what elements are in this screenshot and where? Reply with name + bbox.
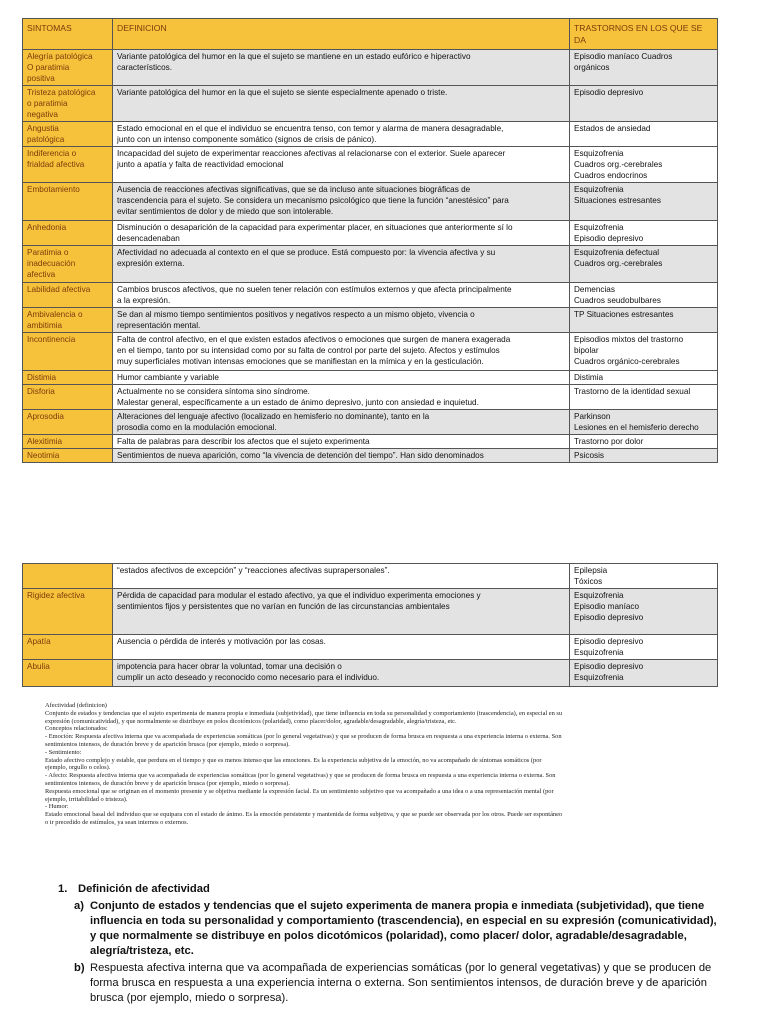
symptom-cell-line: Apatía (27, 637, 51, 646)
symptom-cell-line: ambitimia (27, 321, 63, 330)
disorders-cell (570, 371, 718, 385)
table-row (23, 283, 718, 308)
disorders-cell (570, 449, 718, 463)
definition-cell-line: Incapacidad del sujeto de experimentar reacciones afectivas al relacionarse con el exterior. Suele aparecer (117, 149, 506, 158)
definition-cell-line: Estado emocional en el que el individuo se encuentra tenso, con temor y alarma de manera desagradable, (117, 124, 504, 133)
disorders-cell-line: Episodio depresivo (574, 613, 644, 622)
table-row (23, 50, 718, 86)
symptoms-table-body (23, 19, 718, 463)
disorders-cell (570, 246, 718, 283)
definition-cell (113, 589, 570, 635)
definition-cell (113, 449, 570, 463)
disorders-cell-line: Parkinson (574, 412, 611, 421)
disorders-cell-line: Distimia (574, 373, 604, 382)
definition-cell (113, 660, 570, 687)
definition-cell (113, 435, 570, 449)
disorders-cell-line: Episodio depresivo (574, 88, 644, 97)
disorders-cell-line: Epilepsia (574, 566, 608, 575)
disorders-cell-line: orgánicos (574, 63, 610, 72)
definition-cell-line: expresión externa. (117, 259, 185, 268)
symptom-cell-line: Disforia (27, 387, 55, 396)
definition-cell-line: muy superficiales motivan intensas emociones que se manifiestan en la mímica y en la gesticulación. (117, 357, 484, 366)
symptom-cell-line: Alexitimia (27, 437, 63, 446)
disorders-cell-line: Episodio maníaco (574, 602, 640, 611)
disorders-cell-line: Cuadros org.-cerebrales (574, 160, 663, 169)
note-line: Respuesta emocional que se originan en el momento presente y se objetiva mediante la expresión facial. Es un sentimiento subjetivo que va acompañado a una idea o a una representación mental (por (45, 787, 554, 795)
definition-cell-line: Sentimientos de nueva aparición, como “la vivencia de detención del tiempo”. Han sido denominados (117, 451, 484, 460)
definition-cell-line: trascendencia para el sujeto. Se considera un mecanismo psicológico que tiene la función “anestésico” para (117, 196, 509, 205)
definition-cell-line: Alteraciones del lenguaje afectivo (localizado en hemisferio no dominante), tanto en la (117, 412, 430, 421)
table-row (23, 246, 718, 283)
disorders-cell-line: Episodio depresivo (574, 637, 644, 646)
disorders-cell-line: Esquizofrenia (574, 591, 624, 600)
definition-cell-line: Variante patológica del humor en la que el sujeto se siente especialmente apenado o triste. (117, 88, 448, 97)
small-notes (45, 702, 725, 827)
definition-cell-line: representación mental. (117, 321, 201, 330)
symptom-cell-line: afectiva (27, 270, 56, 279)
disorders-cell (570, 410, 718, 435)
section-number: 1. (58, 883, 68, 895)
disorders-cell-line: Cuadros endocrinos (574, 171, 648, 180)
disorders-cell-line: Esquizofrenia (574, 185, 624, 194)
symptom-cell-line: Rigidez afectiva (27, 591, 85, 600)
trastornos-header: TRASTORNOS EN LOS QUE SE DA (570, 19, 718, 50)
symptom-cell-line: Paratimia o (27, 248, 69, 257)
definition-cell-line: Afectividad no adecuada al contexto en el que se produce. Está compuesto por: la vivencia afectiva y su (117, 248, 496, 257)
definition-cell-line: Pérdida de capacidad para modular el estado afectivo, ya que el individuo experimenta emociones y (117, 591, 481, 600)
definition-cell (113, 564, 570, 589)
symptom-cell-line: Labilidad afectiva (27, 285, 91, 294)
note-line: sentimientos intensos, de duración breve y de aparición brusca (por ejemplo, miedo o sorpresa). (45, 740, 290, 748)
disorders-cell-line: Trastorno de la identidad sexual (574, 387, 691, 396)
table-row (23, 308, 718, 333)
disorders-cell-line: Episodios mixtos del trastorno (574, 335, 684, 344)
symptom-cell (23, 147, 113, 183)
definition-cell-line: junto a apatía y falta de reactividad emocional (117, 160, 284, 169)
symptom-cell-line: negativa (27, 110, 58, 119)
disorders-cell-line: Esquizofrenia (574, 648, 624, 657)
disorders-cell (570, 86, 718, 122)
definition-cell-line: sentimientos fijos y persistentes que no varían en función de las circunstancias ambientales (117, 602, 450, 611)
symptoms-table-continued-body (23, 564, 718, 687)
table-row (23, 449, 718, 463)
definition-cell-line: impotencia para hacer obrar la voluntad, tomar una decisión o (117, 662, 342, 671)
disorders-cell-line: Situaciones estresantes (574, 196, 661, 205)
definition-cell (113, 308, 570, 333)
disorders-cell-line: Psicosis (574, 451, 605, 460)
disorders-cell (570, 385, 718, 410)
item-label: b) (74, 962, 85, 974)
note-line: Estado emocional basal del individuo que se equipara con el estado de ánimo. Es la emoción persistente y mantenida de forma subjetiva, y que se puede ser observada por los otros. Puede ser espontáneo (45, 811, 563, 819)
note-line: - Sentimiento: (45, 748, 82, 756)
definition-cell-line: Falta de palabras para describir los afectos que el sujeto experimenta (117, 437, 370, 446)
table-row (23, 635, 718, 660)
disorders-cell (570, 564, 718, 589)
definition-cell-line: Disminución o desaparición de la capacidad para experimentar placer, en situaciones que anteriormente sí lo (117, 223, 513, 232)
definition-cell-line: Ausencia de reacciones afectivas significativas, que se da incluso ante situaciones biográficas de (117, 185, 471, 194)
disorders-cell-line: Episodio maníaco Cuadros (574, 52, 673, 61)
symptom-cell-line: inadecuación (27, 259, 76, 268)
disorders-cell-line: Esquizofrenia (574, 673, 624, 682)
disorders-cell-line: Cuadros org.-cerebrales (574, 259, 663, 268)
note-line: sentimientos intensos, de duración breve y de aparición brusca (por ejemplo, miedo o sorpresa). (45, 779, 290, 787)
symptom-cell (23, 333, 113, 371)
definicion-header: DEFINICION (113, 19, 570, 50)
symptom-cell (23, 86, 113, 122)
symptom-cell (23, 371, 113, 385)
disorders-cell (570, 435, 718, 449)
note-line: Estado afectivo complejo y estable, que perdura en el tiempo y que es menos intenso que las emociones. Es la experiencia subjetiva de la emoción, no va acompañado de síntomas somáticos (por (45, 756, 542, 764)
disorders-cell (570, 635, 718, 660)
symptom-cell (23, 50, 113, 86)
note-line: ejemplo, irritabilidad o tristeza). (45, 795, 128, 803)
symptom-cell (23, 435, 113, 449)
definition-cell-line: prosodia como en la modulación emocional. (117, 423, 277, 432)
symptoms-table-continued (22, 563, 718, 687)
note-line: o ir precedido de estímulos, ya sean internos o externos. (45, 818, 189, 826)
symptom-cell-line: Distimia (27, 373, 57, 382)
symptom-cell (23, 221, 113, 246)
table-row (23, 147, 718, 183)
definition-cell-line: Ausencia o pérdida de interés y motivación por las cosas. (117, 637, 326, 646)
note-line: - Humor: (45, 803, 69, 811)
note-line: expresión (comunicatividad), y que normalmente se distribuye en polos dicotómicos (polaridad), como placer/dolor, agradable/desagradable, alegría/tristeza, etc. (45, 717, 457, 725)
definition-cell-line: Cambios bruscos afectivos, que no suelen tener relación con estímulos externos y que afecta principalmente (117, 285, 512, 294)
definition-section (58, 882, 718, 1008)
disorders-cell-line: Cuadros seudobulbares (574, 296, 661, 305)
symptom-cell (23, 564, 113, 589)
table-row (23, 333, 718, 371)
symptom-cell (23, 308, 113, 333)
definition-cell (113, 122, 570, 147)
symptom-cell-line: O paratimia (27, 63, 70, 72)
disorders-cell-line: bipolar (574, 346, 599, 355)
symptom-cell (23, 449, 113, 463)
disorders-cell-line: Trastorno por dolor (574, 437, 644, 446)
symptom-cell-line: Angustia (27, 124, 59, 133)
definition-cell-line: en el tiempo, tanto por su intensidad como por su falta de control por parte del sujeto. Afectos y estímulos (117, 346, 500, 355)
disorders-cell (570, 333, 718, 371)
symptom-cell-line: Aprosodia (27, 412, 64, 421)
table-row (23, 660, 718, 687)
symptom-cell (23, 635, 113, 660)
disorders-cell-line: Estados de ansiedad (574, 124, 651, 133)
disorders-cell (570, 221, 718, 246)
definition-cell-line: Se dan al mismo tiempo sentimientos positivos y negativos respecto a un mismo objeto, vivencia o (117, 310, 475, 319)
disorders-cell-line: Cuadros orgánico-cerebrales (574, 357, 680, 366)
item-text: Respuesta afectiva interna que va acompañada de experiencias somáticas (por lo general vegetativas) y que se producen de forma brusca en respuesta a una experiencia interna o externa. Son sentimientos intensos, de duración breve y de aparición brusca (por ejemplo, miedo o sorpresa). (90, 962, 712, 1004)
definition-cell-line: Humor cambiante y variable (117, 373, 219, 382)
table-row (23, 183, 718, 221)
symptom-cell-line: Incontinencia (27, 335, 76, 344)
table-row (23, 564, 718, 589)
definition-cell-line: característicos. (117, 63, 173, 72)
symptom-cell-line: frialdad afectiva (27, 160, 85, 169)
definition-cell-line: junto con un intenso componente somático (signos de crisis de pánico). (117, 135, 377, 144)
symptom-cell-line: Alegría patológica (27, 52, 93, 61)
table-row (23, 221, 718, 246)
definition-cell-line: evitar sentimientos de dolor y de miedo que son intolerable. (117, 207, 334, 216)
disorders-cell-line: Tóxicos (574, 577, 603, 586)
definition-item (58, 899, 718, 959)
disorders-cell (570, 308, 718, 333)
section-title: Definición de afectividad (78, 883, 210, 895)
note-line: - Emoción: Respuesta afectiva interna que va acompañada de experiencias somáticas (por lo general vegetativas) y que se producen de forma brusca en respuesta a una experiencia interna o externa. Son (45, 733, 562, 741)
sintomas-header: SINTOMAS (23, 19, 113, 50)
disorders-cell (570, 147, 718, 183)
disorders-cell-line: Esquizofrenia (574, 223, 624, 232)
disorders-cell-line: Esquizofrenia defectual (574, 248, 660, 257)
definition-item (58, 961, 718, 1006)
table-header-row (23, 19, 718, 50)
definition-cell-line: Malestar general, específicamente a un estado de ánimo depresivo, junto con ansiedad e inquietud. (117, 398, 479, 407)
definition-cell-line: Actualmente no se considera síntoma sino síndrome. (117, 387, 310, 396)
note-line: Conjunto de estados y tendencias que el sujeto experimenta de manera propia e inmediata (subjetividad), que tiene influencia en toda su personalidad y comportamiento (trascendencia), en especial en su (45, 709, 563, 717)
symptom-cell-line: o paratimia (27, 99, 68, 108)
symptom-cell (23, 183, 113, 221)
symptom-cell (23, 122, 113, 147)
disorders-cell-line: Esquizofrenia (574, 149, 624, 158)
symptom-cell (23, 589, 113, 635)
disorders-cell-line: Episodio depresivo (574, 234, 644, 243)
symptom-cell (23, 246, 113, 283)
item-label: a) (74, 900, 84, 912)
disorders-cell (570, 283, 718, 308)
symptom-cell-line: Tristeza patológica (27, 88, 96, 97)
disorders-cell-line: Episodio depresivo (574, 662, 644, 671)
table-row (23, 86, 718, 122)
symptom-cell-line: Indiferencia o (27, 149, 77, 158)
definition-cell-line: cumplir un acto deseado y reconocido como necesario para el individuo. (117, 673, 380, 682)
disorders-cell (570, 122, 718, 147)
symptom-cell-line: Ambivalencia o (27, 310, 83, 319)
disorders-cell (570, 660, 718, 687)
symptom-cell (23, 283, 113, 308)
note-line: - Afecto: Respuesta afectiva interna que va acompañada de experiencias somáticas (por lo general vegetativas) y que se producen de forma brusca en respuesta a una experiencia interna o externa. Son (45, 772, 556, 780)
definition-cell (113, 86, 570, 122)
disorders-cell (570, 50, 718, 86)
definition-cell-line: Variante patológica del humor en la que el sujeto se mantiene en un estado eufórico e hiperactivo (117, 52, 471, 61)
symptom-cell-line: Neotimia (27, 451, 60, 460)
definition-cell-line: a la expresión. (117, 296, 171, 305)
definition-cell (113, 385, 570, 410)
definition-cell (113, 333, 570, 371)
definition-cell (113, 50, 570, 86)
table-row (23, 435, 718, 449)
note-line: Conceptos relacionados: (45, 725, 108, 733)
symptom-cell-line: positiva (27, 74, 55, 83)
definition-cell-line: Falta de control afectivo, en el que existen estados afectivos o emociones que surgen de manera exagerada (117, 335, 511, 344)
definition-cell (113, 410, 570, 435)
disorders-cell (570, 183, 718, 221)
symptom-cell-line: Anhedonia (27, 223, 67, 232)
note-line: Afectividad (definicion) (45, 702, 107, 709)
table-row (23, 589, 718, 635)
symptom-cell (23, 385, 113, 410)
item-text: Conjunto de estados y tendencias que el sujeto experimenta de manera propia e inmediata (subjetividad), que tiene influencia en toda su personalidad y comportamiento (trascendencia), en especial en su expresión (comunicatividad), y que normalmente se distribuye en polos dicotómicos (polaridad), como placer/ dolor, agradable/desagradable, alegría/tristeza, etc. (90, 900, 717, 957)
symptom-cell-line: Embotamiento (27, 185, 80, 194)
symptom-cell (23, 410, 113, 435)
disorders-cell-line: TP Situaciones estresantes (574, 310, 674, 319)
definition-cell (113, 183, 570, 221)
symptoms-table (22, 18, 718, 463)
disorders-cell (570, 589, 718, 635)
table-row (23, 385, 718, 410)
definition-cell-line: desencadenaban (117, 234, 180, 243)
definition-cell-line: “estados afectivos de excepción” y “reacciones afectivas suprapersonales”. (117, 566, 390, 575)
table-row (23, 371, 718, 385)
note-line: ejemplo, orgullo o celos). (45, 764, 111, 772)
definition-cell (113, 371, 570, 385)
disorders-cell-line: Demencias (574, 285, 615, 294)
definition-cell (113, 246, 570, 283)
definition-cell (113, 635, 570, 660)
symptom-cell-line: Abulia (27, 662, 50, 671)
table-row (23, 122, 718, 147)
definition-cell (113, 221, 570, 246)
table-row (23, 410, 718, 435)
section-heading (58, 882, 718, 897)
definition-cell (113, 283, 570, 308)
symptom-cell (23, 660, 113, 687)
symptom-cell-line: patológica (27, 135, 65, 144)
definition-cell (113, 147, 570, 183)
disorders-cell-line: Lesiones en el hemisferio derecho (574, 423, 699, 432)
